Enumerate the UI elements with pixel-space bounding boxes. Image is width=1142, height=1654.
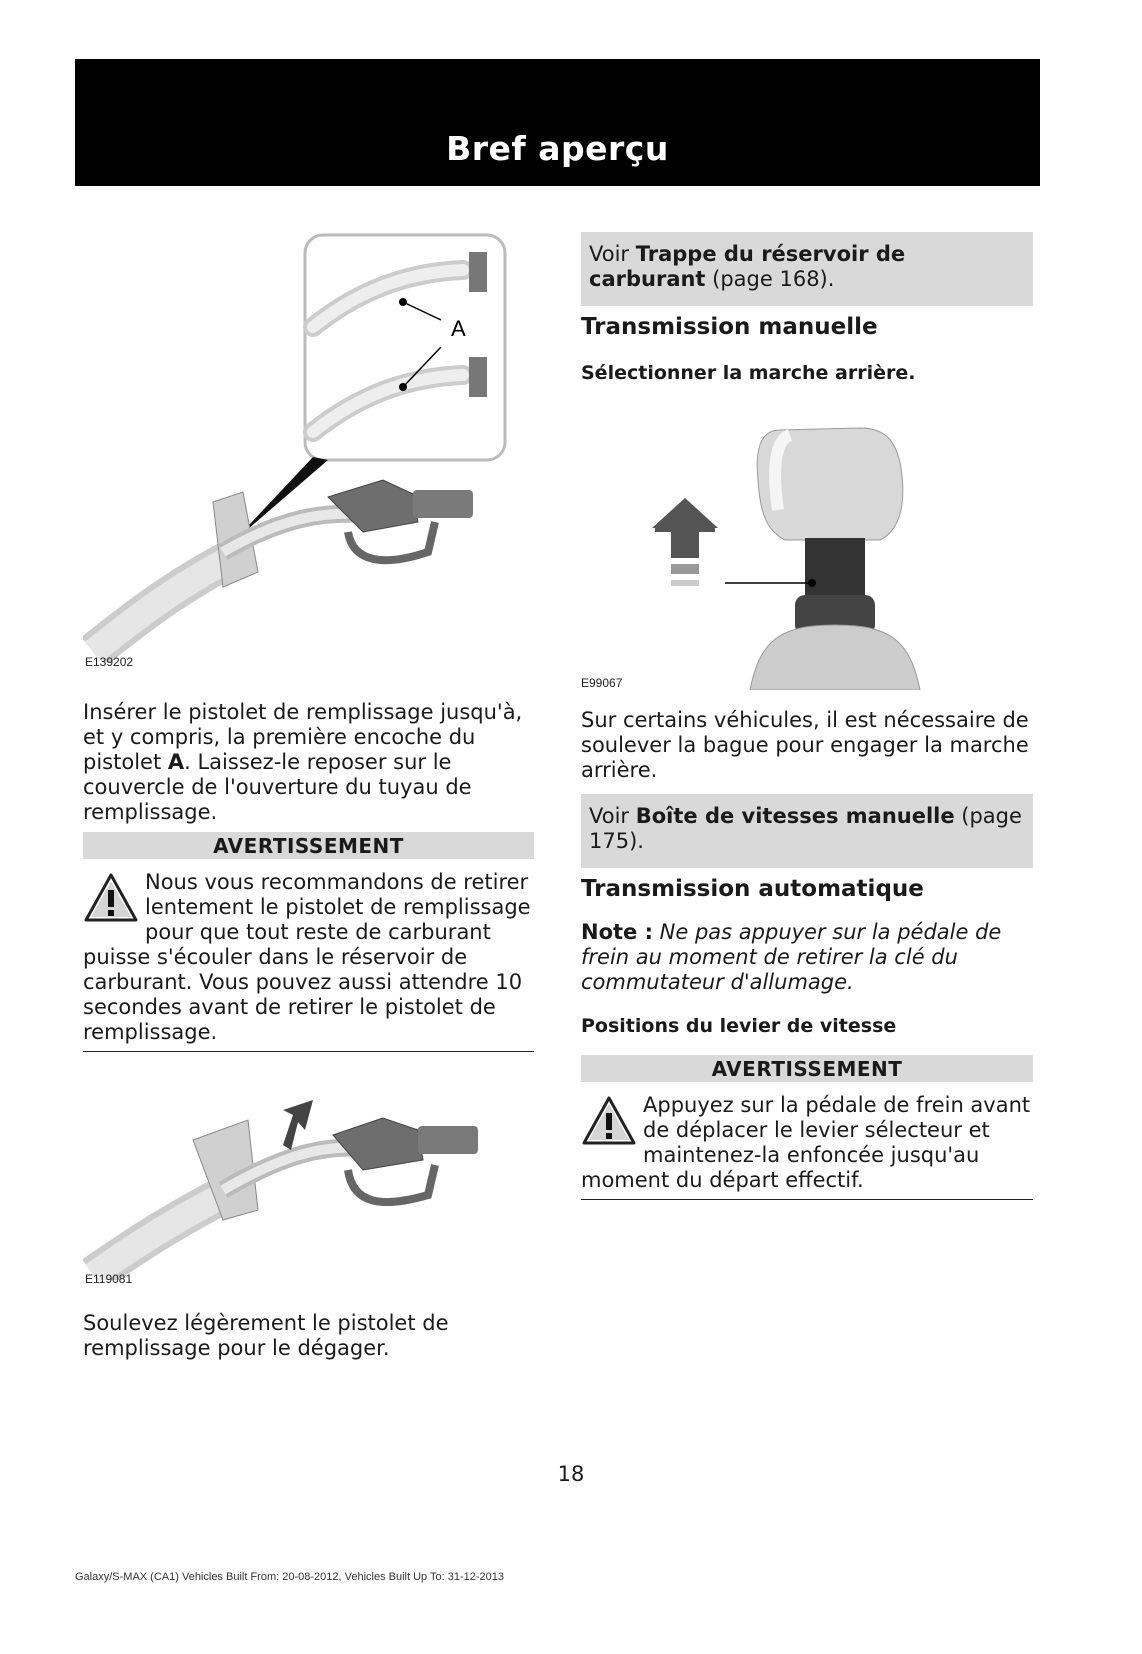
- left-paragraph-2: Soulevez légèrement le pistolet de remplissage pour le dégager.: [83, 1311, 449, 1360]
- right-warning-body: [581, 1093, 1033, 1193]
- figure2-code: E119081: [85, 1272, 133, 1286]
- note-paragraph: [581, 920, 1033, 995]
- right-warning-divider: [581, 1199, 1033, 1200]
- para1-bold-a: A: [167, 750, 185, 774]
- figure-nozzle-lift: [83, 1090, 513, 1280]
- chapter-title: Bref aperçu: [446, 129, 669, 168]
- note-text: Ne pas appuyer sur la pédale de frein au moment de retirer la clé du commutateur d'allumage.: [581, 920, 1002, 994]
- figure-fuel-nozzle-insert: [83, 232, 513, 662]
- ref-box-fuel-flap: [581, 232, 1033, 306]
- left-warning-text: Nous vous recommandons de retirer lentement le pistolet de remplissage pour que tout reste de carburant puisse s'écouler dans le réservoir de carburant. Vous pouvez aussi attendre 10 secondes avant de retirer le pistolet de remplissage.: [83, 870, 531, 1044]
- ref1-suffix: (page 168).: [705, 267, 835, 291]
- heading-select-reverse: Sélectionner la marche arrière.: [581, 362, 916, 384]
- figure1-code: E139202: [85, 655, 134, 669]
- warning-triangle-icon: [83, 872, 139, 924]
- note-label: Note :: [581, 920, 653, 944]
- left-warning-title: AVERTISSEMENT: [83, 832, 534, 859]
- nozzle-insert-illustration: [83, 232, 513, 662]
- footer-vehicle-info: Galaxy/S-MAX (CA1) Vehicles Built From: 20-08-2012, Vehicles Built Up To: 31-12-2013: [75, 1571, 504, 1583]
- page-number: 18: [557, 1462, 585, 1486]
- gear-knob-illustration: [640, 420, 960, 690]
- nozzle-lift-illustration: [83, 1090, 513, 1280]
- ref2-suffix: (page 175).: [589, 804, 1022, 853]
- left-warning-body: [83, 870, 534, 1045]
- ref-box-manual-gearbox: [581, 794, 1033, 868]
- ref1-prefix: Voir: [589, 242, 636, 266]
- right-paragraph-1: Sur certains véhicules, il est nécessaire de soulever la bague pour engager la marche arrière.: [581, 708, 1029, 782]
- para1-text-b: . Laissez-le reposer sur le couvercle de l'ouverture du tuyau de remplissage.: [83, 750, 472, 824]
- figure3-code: E99067: [581, 676, 623, 690]
- callout-a-label: A: [451, 316, 466, 341]
- left-paragraph-1: [83, 700, 534, 825]
- left-warning-divider: [83, 1051, 534, 1052]
- ref1-link[interactable]: Trappe du réservoir de carburant: [589, 242, 906, 291]
- ref2-link[interactable]: Boîte de vitesses manuelle: [635, 804, 955, 828]
- right-warning-text: Appuyez sur la pédale de frein avant de déplacer le levier sélecteur et maintenez-la enfoncée jusqu'au moment du départ effectif.: [581, 1093, 1031, 1192]
- heading-automatic-transmission: Transmission automatique: [581, 876, 924, 902]
- heading-manual-transmission: Transmission manuelle: [581, 314, 878, 340]
- right-warning-title: AVERTISSEMENT: [581, 1055, 1033, 1082]
- heading-gear-positions: Positions du levier de vitesse: [581, 1015, 897, 1037]
- ref2-prefix: Voir: [589, 804, 636, 828]
- warning-triangle-icon: [581, 1095, 637, 1147]
- para1-text-a: Insérer le pistolet de remplissage jusqu'à, et y compris, la première encoche du pistolet: [83, 700, 523, 774]
- figure-gear-knob: [640, 420, 960, 690]
- chapter-header: [75, 59, 1040, 186]
